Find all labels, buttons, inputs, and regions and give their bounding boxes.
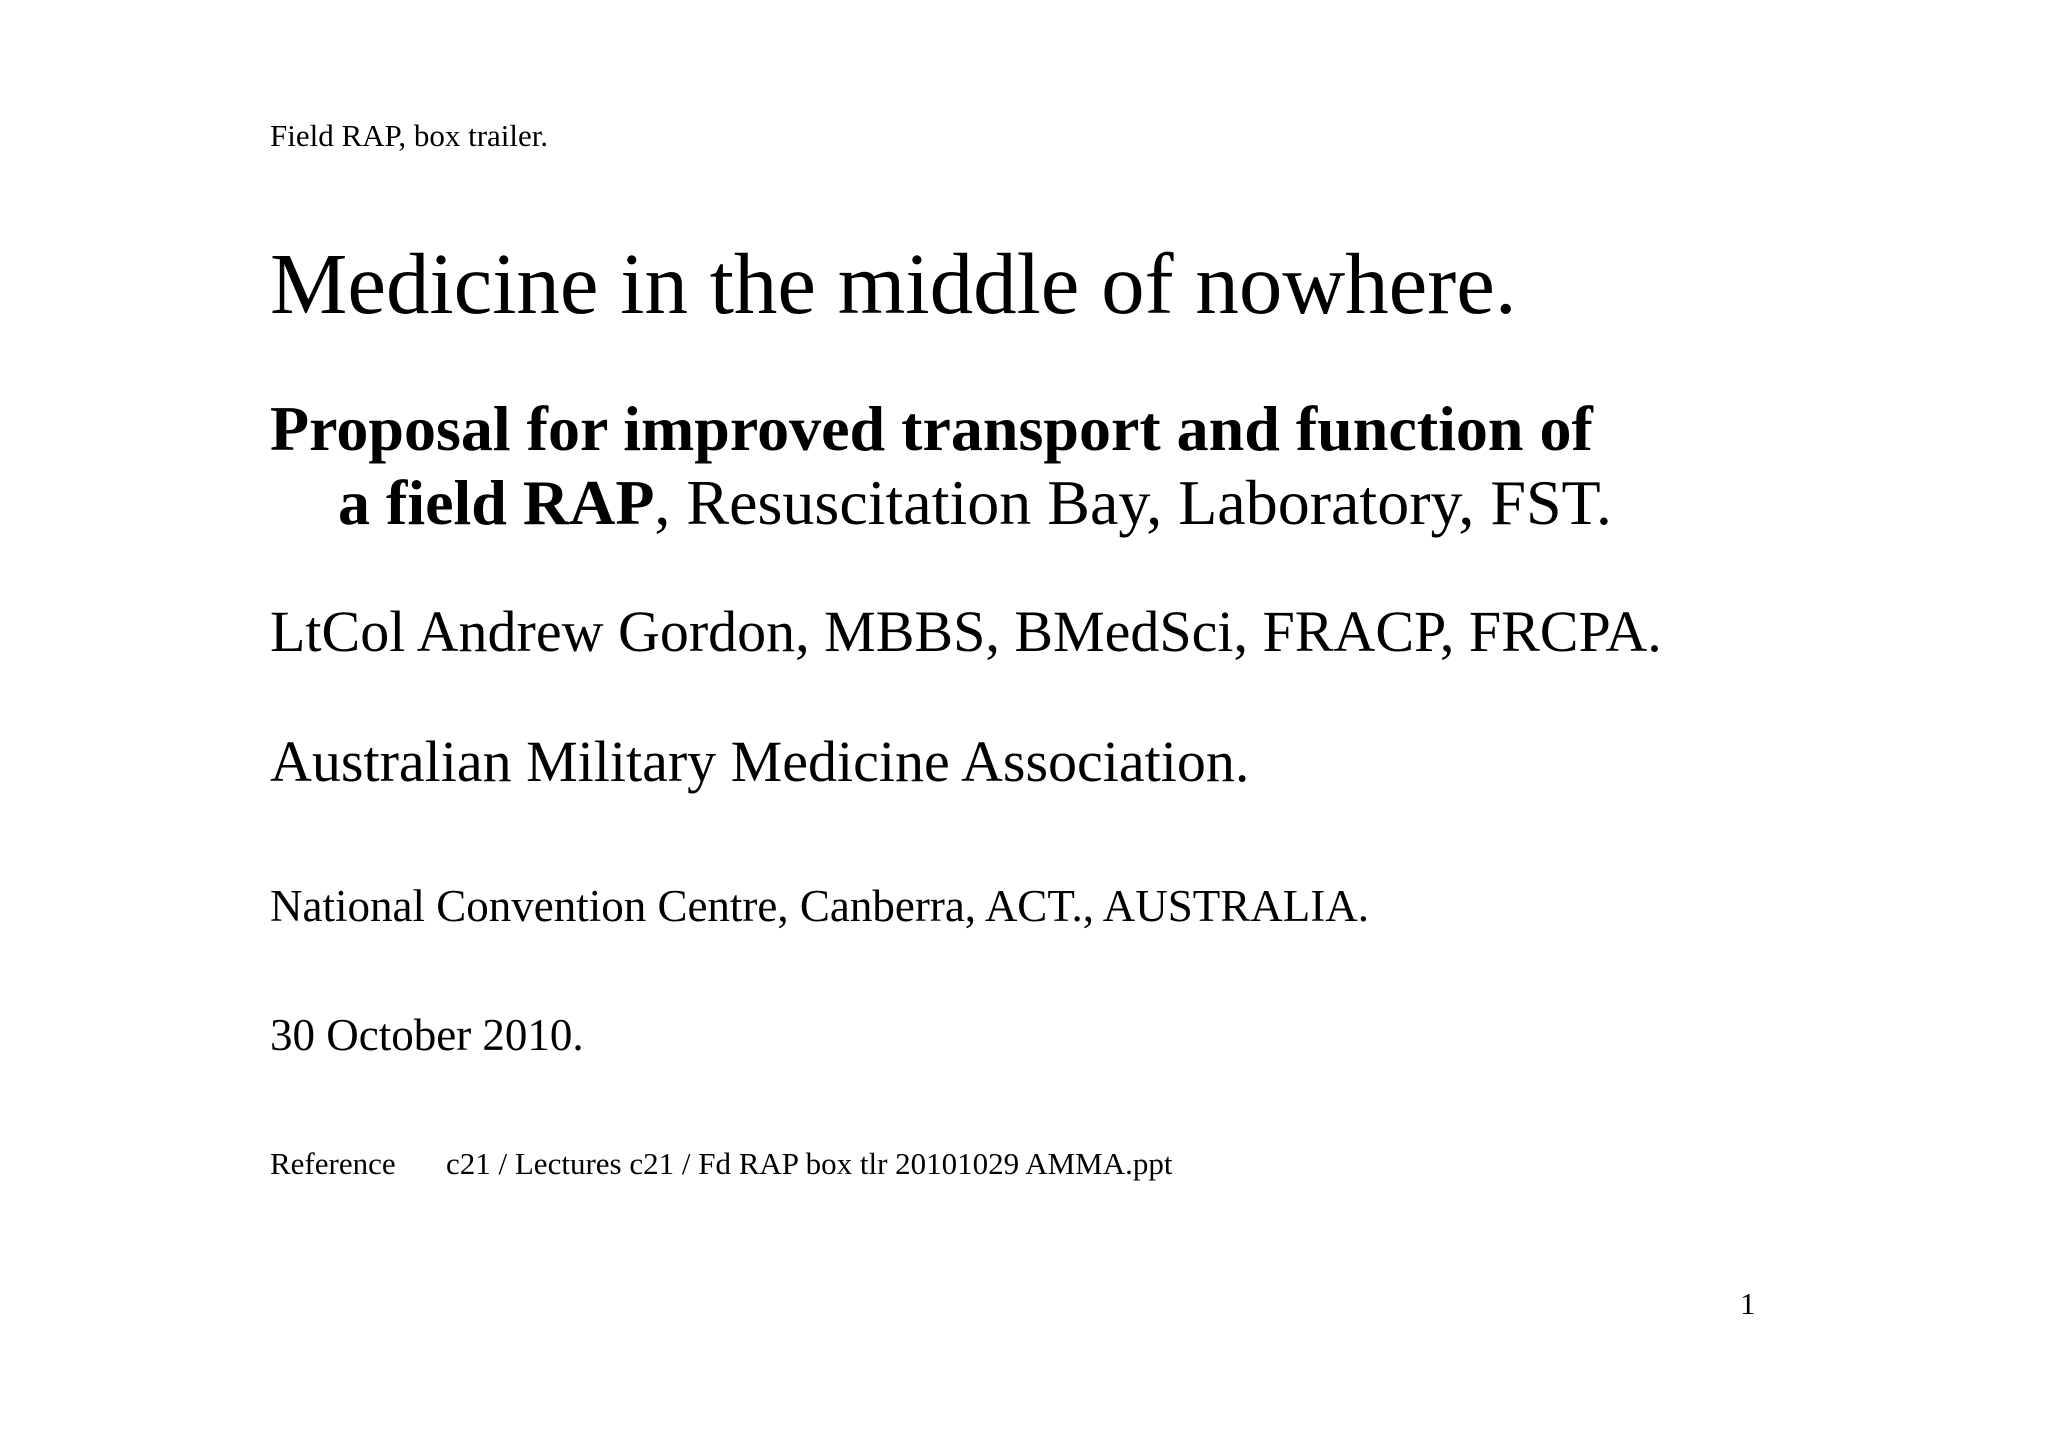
reference-line [270,1148,1172,1179]
reference-label: Reference [270,1146,396,1181]
venue-line: National Convention Centre, Canberra, ACT., AUSTRALIA. [270,881,1369,931]
reference-path: c21 / Lectures c21 / Fd RAP box tlr 20101029 AMMA.ppt [446,1146,1173,1181]
association-line: Australian Military Medicine Association. [270,729,1250,794]
date-line: 30 October 2010. [270,1010,584,1060]
proposal-line-2-rest: , Resuscitation Bay, Laboratory, FST. [654,467,1612,538]
proposal-line-1: Proposal for improved transport and function of [270,393,1593,464]
proposal-line-2-bold: a field RAP [338,467,655,538]
proposal-line-2 [270,466,1612,540]
page-title: Medicine in the middle of nowhere. [270,235,1517,332]
page-number: 1 [1740,1286,1756,1321]
author-line: LtCol Andrew Gordon, MBBS, BMedSci, FRACP, FRCPA. [270,599,1662,664]
header-note: Field RAP, box trailer. [270,118,549,153]
proposal-subtitle [270,392,1612,540]
